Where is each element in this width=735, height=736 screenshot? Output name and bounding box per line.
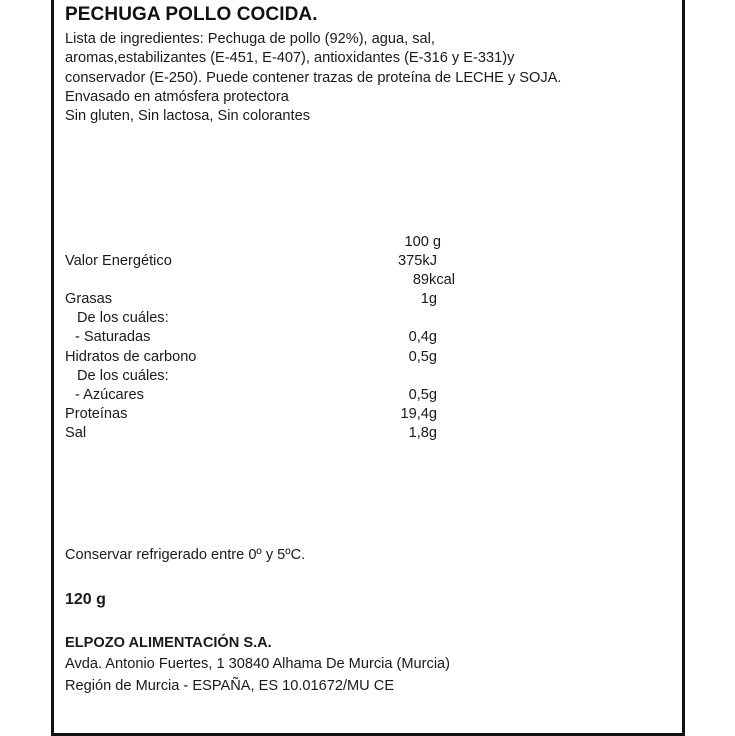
nutrition-label: Hidratos de carbono (65, 348, 197, 365)
nutrition-label: Grasas (65, 291, 113, 308)
nutrition-label: Proteínas (65, 405, 128, 422)
product-label (51, 0, 685, 736)
manufacturer-address-line2: Región de Murcia - ESPAÑA, ES 10.01672/MU CE (65, 678, 395, 694)
net-weight: 120 g (65, 591, 106, 608)
nutrition-label: - Saturadas (75, 329, 151, 346)
ingredients-line: aromas,estabilizantes (E-451, E-407), antioxidantes (E-316 y E-331)y (65, 50, 515, 67)
nutrition-row-saturated (65, 328, 485, 347)
nutrition-value: 0,5g (408, 386, 437, 403)
nutrition-row-energy-kj (65, 252, 485, 271)
ingredients-line: Lista de ingredientes: Pechuga de pollo (92%), agua, sal, (65, 31, 435, 47)
manufacturer-address-line1: Avda. Antonio Fuertes, 1 30840 Alhama De Murcia (Murcia) (65, 656, 451, 672)
nutrition-value: 1g (420, 291, 437, 308)
nutrition-row-carbohydrates (65, 348, 485, 367)
nutrition-label: - Azúcares (75, 386, 144, 403)
allergen-free-note: Sin gluten, Sin lactosa, Sin colorantes (65, 108, 310, 125)
nutrition-row-fat (65, 290, 485, 309)
nutrition-header-row (65, 233, 485, 252)
nutrition-row-sugars (65, 386, 485, 405)
nutrition-row-of-which (65, 309, 485, 328)
nutrition-value: 89kcal (412, 272, 455, 289)
nutrition-label: De los cuáles: (77, 310, 169, 327)
storage-instructions: Conservar refrigerado entre 0º y 5ºC. (65, 547, 306, 563)
nutrition-label: Valor Energético (65, 253, 172, 270)
nutrition-row-of-which (65, 367, 485, 386)
product-title: PECHUGA POLLO COCIDA. (65, 4, 318, 25)
nutrition-per-100g-header: 100 g (404, 234, 441, 250)
nutrition-value: 0,5g (408, 348, 437, 365)
nutrition-value: 19,4g (400, 405, 437, 422)
packaging-note: Envasado en atmósfera protectora (65, 88, 289, 105)
nutrition-row-salt (65, 424, 485, 443)
ingredients-line: conservador (E-250). Puede contener trazas de proteína de LECHE y SOJA. (65, 69, 562, 86)
nutrition-row-protein (65, 405, 485, 424)
nutrition-value: 1,8g (408, 424, 437, 441)
nutrition-row-energy-kcal (65, 271, 485, 290)
manufacturer-name: ELPOZO ALIMENTACIÓN S.A. (65, 635, 272, 651)
nutrition-table (65, 233, 485, 443)
ingredients-block (65, 30, 561, 126)
nutrition-label: Sal (65, 424, 87, 441)
nutrition-value: 375kJ (398, 253, 437, 270)
nutrition-label: De los cuáles: (77, 367, 169, 384)
nutrition-value: 0,4g (408, 329, 437, 346)
